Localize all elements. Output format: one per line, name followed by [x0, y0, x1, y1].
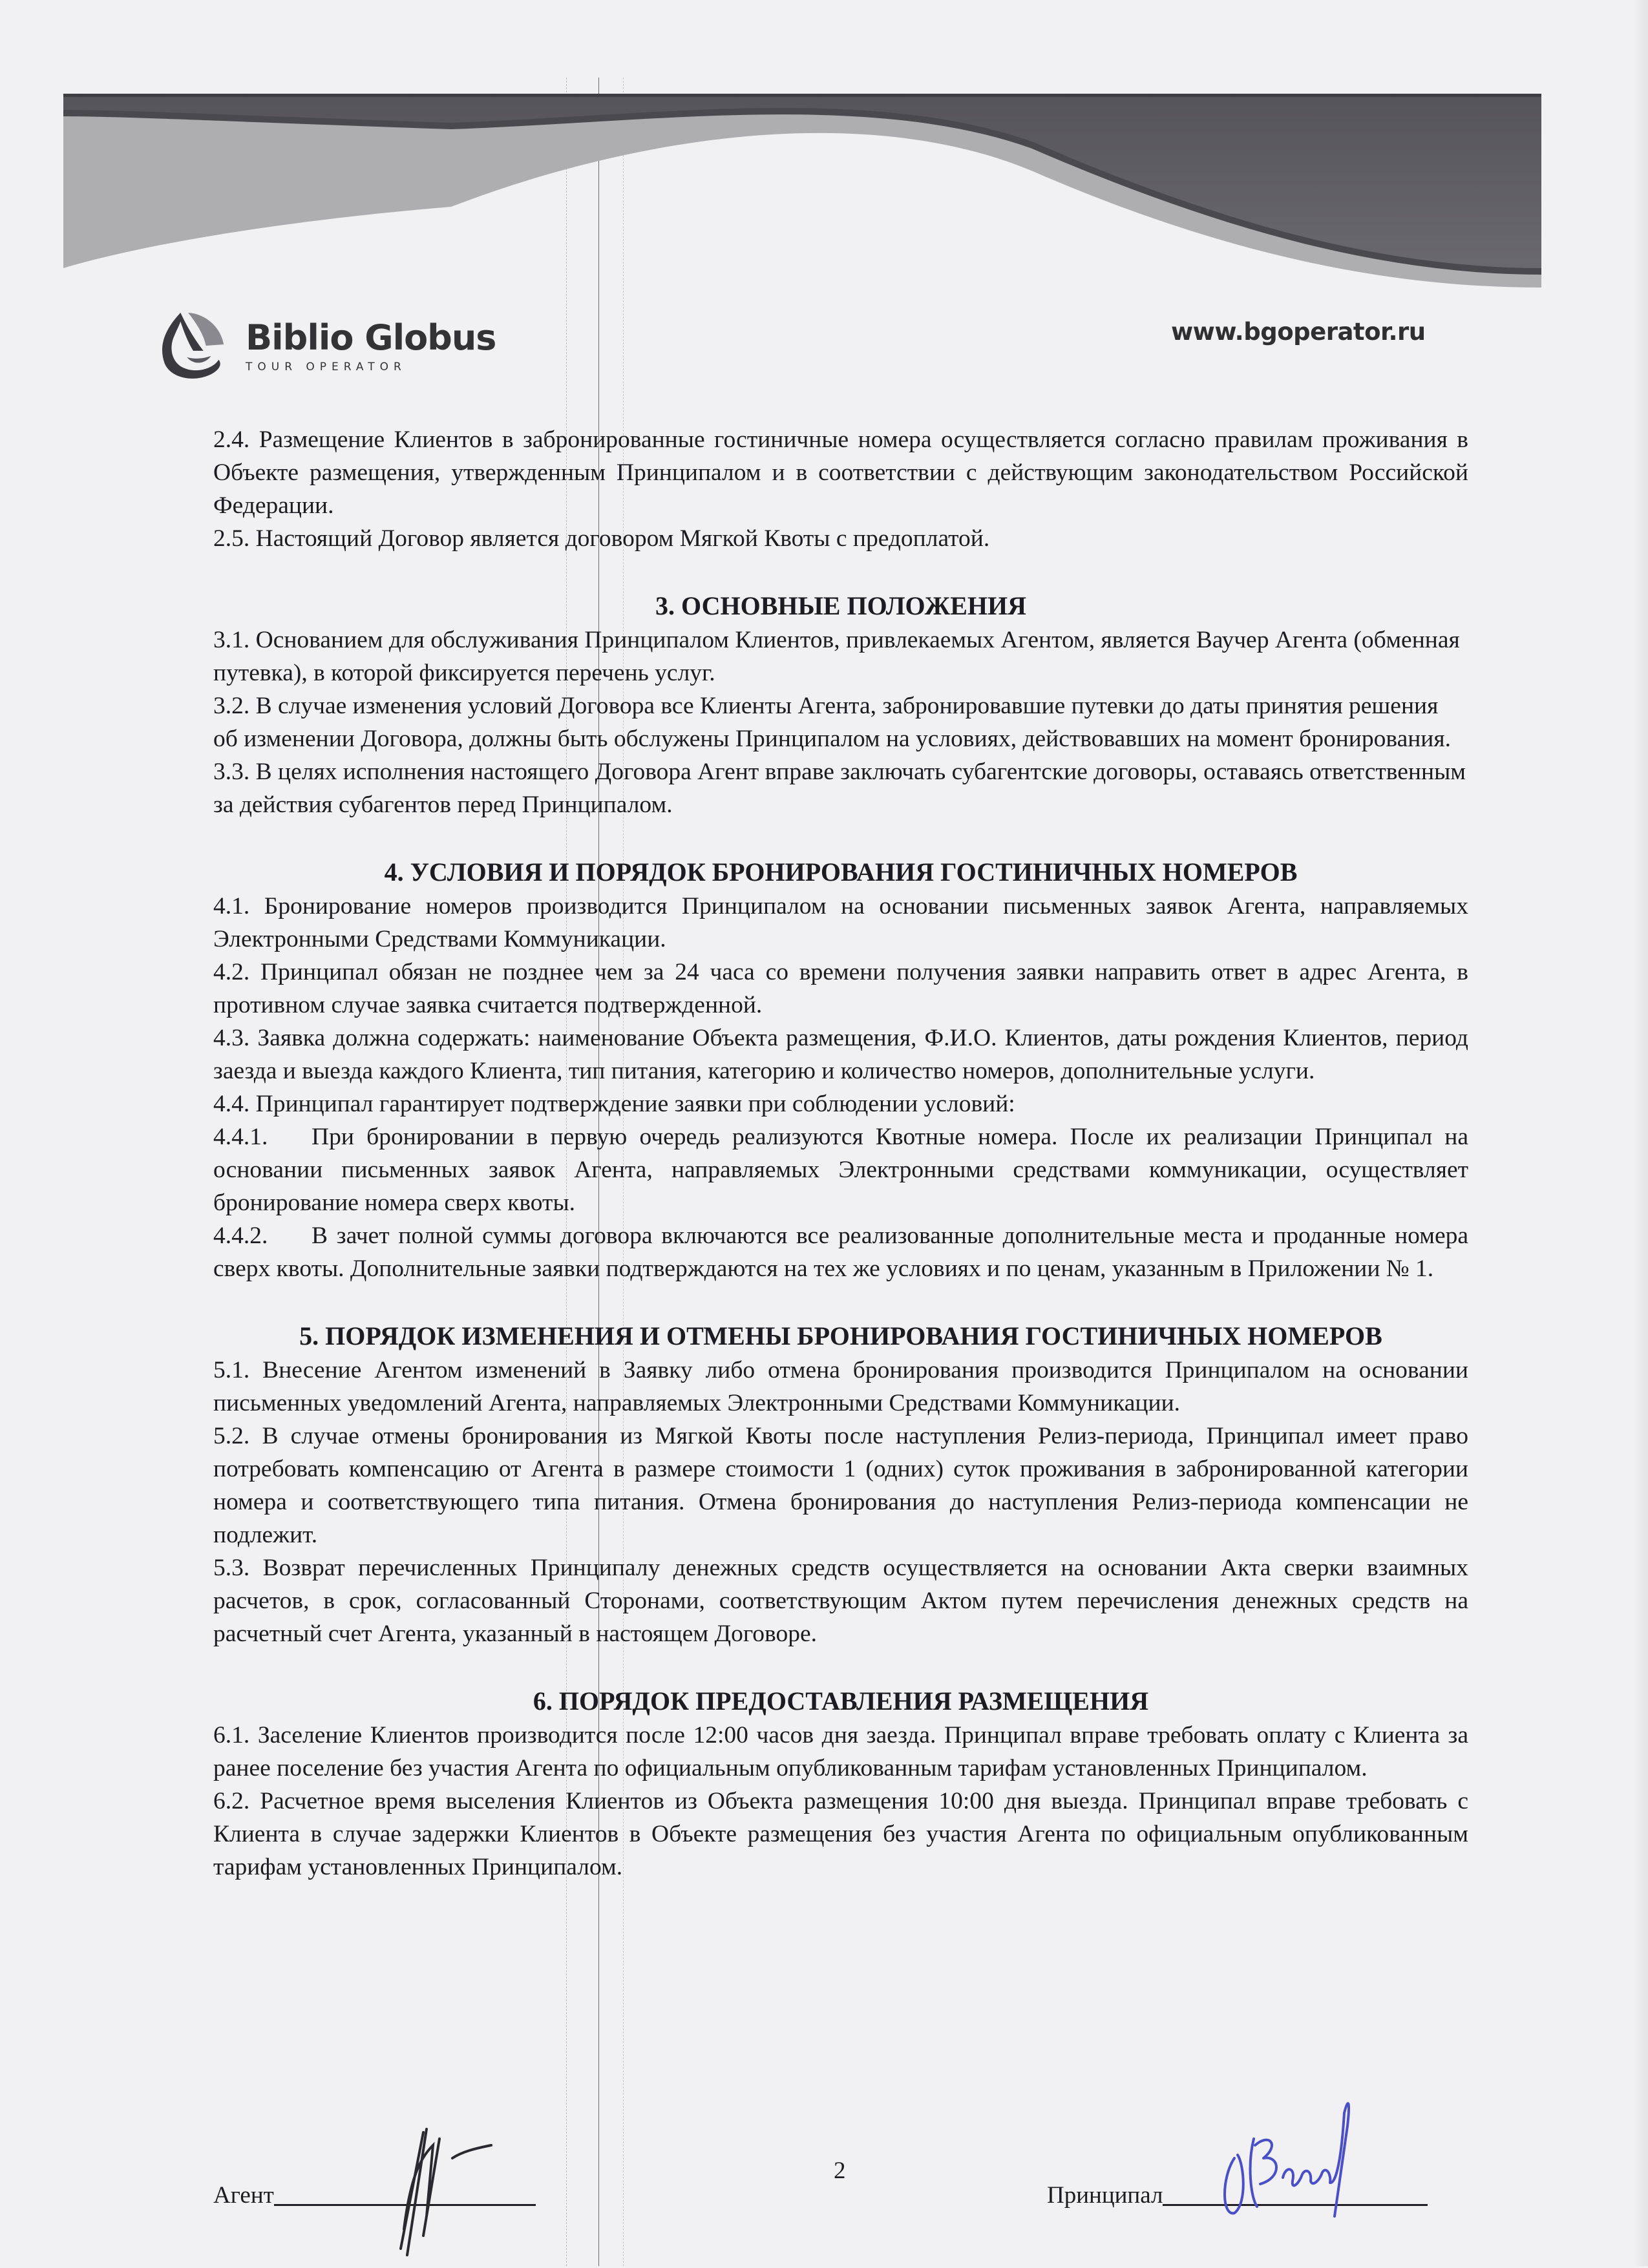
brand-subtitle: TOUR OPERATOR [246, 361, 407, 373]
scan-edge [1634, 0, 1648, 2266]
clause-4-4-2 [213, 1219, 1468, 1285]
clause-3-3: 3.3. В целях исполнения настоящего Договора Агент вправе заключать субагентские договоры, оставаясь ответственным за действия субагентов перед Принципалом. [213, 759, 1466, 818]
clause-number: 4.4.2. [213, 1223, 268, 1249]
document-body [213, 423, 1468, 1884]
clause-3-1: 3.1. Основанием для обслуживания Принципалом Клиентов, привлекаемых Агентом, является Ваучер Агента (обменная путевка), в которой фиксируется перечень услуг. [213, 627, 1460, 686]
clause-2-4: 2.4. Размещение Клиентов в забронированные гостиничные номера осуществляется согласно правилам проживания в Объекте размещения, утвержденным Принципалом и в соответствии с действующим законодательством Российской Федерации. [213, 426, 1468, 519]
website-link[interactable]: www.bgoperator.ru [1171, 318, 1426, 346]
clause-4-4: 4.4. Принципал гарантирует подтверждение заявки при соблюдении условий: [213, 1091, 1015, 1117]
page-number: 2 [834, 2158, 846, 2184]
clause-4-2: 4.2. Принципал обязан не позднее чем за 24 часа со времени получения заявки направить ответ в адрес Агента, в противном случае заявка считается подтвержденной. [213, 959, 1468, 1018]
clause-4-3: 4.3. Заявка должна содержать: наименование Объекта размещения, Ф.И.О. Клиентов, даты рождения Клиентов, период заезда и выезда каждого Клиента, тип питания, категорию и количество номеров, дополнительные услуги. [213, 1025, 1468, 1084]
biblio-globus-logo-icon [155, 308, 231, 384]
clause-5-3: 5.3. Возврат перечисленных Принципалу денежных средств осуществляется на основании Акта сверки взаимных расчетов, в срок, согласованный Сторонами, соответствующим Актом путем перечисления денежных средств на расчетный счет Агента, указанный в настоящем Договоре. [213, 1555, 1468, 1647]
agent-signature-icon [362, 2119, 504, 2268]
clause-5-2: 5.2. В случае отмены бронирования из Мягкой Квоты после наступления Релиз-периода, Принципал имеет право потребовать компенсацию от Агента в размере стоимости 1 (одних) суток проживания в забронированной категории номера и соответствующего типа питания. Отмена бронирования до наступления Релиз-периода компенсации не подлежит. [213, 1423, 1468, 1548]
clause-5-1: 5.1. Внесение Агентом изменений в Заявку либо отмена бронирования производится Принципалом на основании письменных уведомлений Агента, направляемых Электронными Средствами Коммуникации. [213, 1357, 1468, 1416]
section-5-heading: 5. ПОРЯДОК ИЗМЕНЕНИЯ И ОТМЕНЫ БРОНИРОВАНИЯ ГОСТИНИЧНЫХ НОМЕРОВ [299, 1321, 1382, 1350]
clause-number: 4.4.1. [213, 1124, 268, 1150]
clause-text: В зачет полной суммы договора включаются все реализованные дополнительные места и проданные номера сверх квоты. Дополнительные заявки подтверждаются на тех же условиях и по ценам, указанным в Приложении № 1. [213, 1223, 1468, 1282]
clause-text: При бронировании в первую очередь реализуются Квотные номера. После их реализации Принципал на основании письменных заявок Агента, направляемых Электронными средствами коммуникации, осуществляет бронирование номера сверх квоты. [213, 1124, 1468, 1216]
signature-row [213, 2119, 1441, 2210]
clause-2-5: 2.5. Настоящий Договор является договором Мягкой Квоты с предоплатой. [213, 525, 990, 552]
section-4-heading: 4. УСЛОВИЯ И ПОРЯДОК БРОНИРОВАНИЯ ГОСТИНИЧНЫХ НОМЕРОВ [384, 857, 1298, 887]
agent-label: Агент [213, 2182, 274, 2209]
principal-signature-icon [1209, 2087, 1415, 2229]
clause-4-4-1 [213, 1120, 1468, 1219]
section-3-heading: 3. ОСНОВНЫЕ ПОЛОЖЕНИЯ [655, 591, 1026, 620]
principal-label: Принципал [1047, 2182, 1163, 2209]
clause-3-2: 3.2. В случае изменения условий Договора все Клиенты Агента, забронировавшие путевки до даты принятия решения об изменении Договора, должны быть обслужены Принципалом на условиях, действовавших на момент бронирования. [213, 693, 1451, 752]
clause-4-1: 4.1. Бронирование номеров производится Принципалом на основании письменных заявок Агента, направляемых Электронными Средствами Коммуникации. [213, 893, 1468, 952]
header-wave-banner [63, 94, 1541, 288]
clause-6-2: 6.2. Расчетное время выселения Клиентов из Объекта размещения 10:00 дня выезда. Принципал вправе требовать с Клиента в случае задержки Клиентов в Объекте размещения без участия Агента по официальным опубликованным тарифам установленных Принципалом. [213, 1788, 1468, 1880]
brand-name: Biblio Globus [246, 317, 496, 358]
brand-logo [155, 307, 496, 384]
clause-6-1: 6.1. Заселение Клиентов производится после 12:00 часов дня заезда. Принципал вправе требовать оплату с Клиента за ранее поселение без участия Агента по официальным опубликованным тарифам установленных Принципалом. [213, 1722, 1468, 1781]
section-6-heading: 6. ПОРЯДОК ПРЕДОСТАВЛЕНИЯ РАЗМЕЩЕНИЯ [533, 1686, 1149, 1716]
